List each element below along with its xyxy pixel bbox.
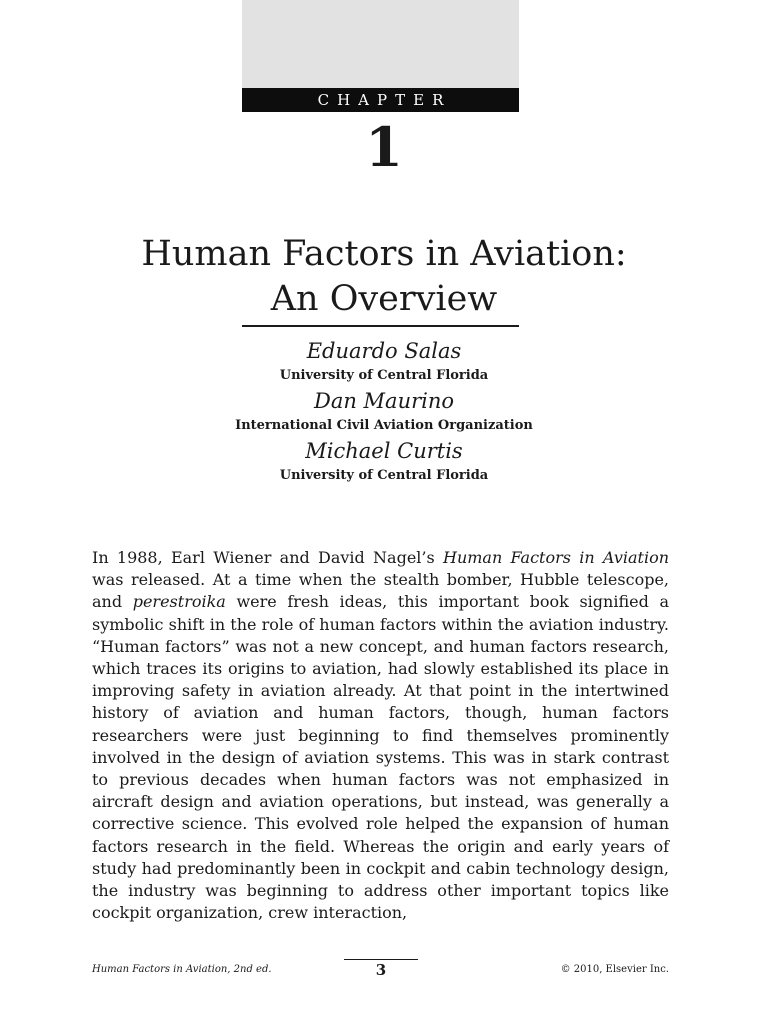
chapter-title [0, 232, 768, 322]
body-text-segment: In 1988, Earl Wiener and David Nagel’s [92, 548, 443, 567]
body-text-segment: were fresh ideas, this important book signified a symbolic shift in the role of human factors within the aviation industry. “Human factors” was not a new concept, and human factors research, which traces its origins to aviation, had slowly established its place in improving safety in aviation already. At that point in the intertwined history of aviation and human factors, though, human factors researchers were just beginning to find themselves prominently involved in the design of aviation systems. This was in stark contrast to previous decades when human factors was not emphasized in aircraft design and aviation operations, but instead, was generally a corrective science. This evolved role helped the expansion of human factors research in the field. Whereas the origin and early years of study had predominantly been in cockpit and cabin technology design, the industry was beginning to address other important topics like cockpit organization, crew interaction, [92, 592, 670, 923]
author-name: Dan Maurino [313, 389, 455, 413]
chapter-number: 1 [365, 115, 403, 179]
author-list [0, 336, 768, 486]
body-text-segment: was released. At a time when the stealth bomber, Hubble telescope, and [92, 570, 669, 612]
chapter-title-line-1: Human Factors in Aviation: [141, 234, 627, 274]
author-affiliation: University of Central Florida [279, 368, 489, 383]
footer-book-title: Human Factors in Aviation, 2nd ed. [92, 964, 272, 975]
body-paragraph [92, 547, 669, 924]
title-rule [242, 325, 519, 327]
footer-rule [344, 959, 418, 960]
chapter-header-box [242, 0, 519, 88]
author-affiliation: University of Central Florida [279, 468, 489, 483]
author-name: Michael Curtis [305, 439, 463, 463]
chapter-label: CHAPTER [242, 88, 519, 112]
author-affiliation: International Civil Aviation Organization [235, 418, 533, 433]
footer-copyright: © 2010, Elsevier Inc. [560, 964, 669, 975]
chapter-title-line-2: An Overview [270, 279, 498, 319]
book-title-italic: Human Factors in Aviation [442, 548, 670, 567]
perestroika-italic: perestroika [132, 592, 226, 612]
author-name: Eduardo Salas [306, 339, 462, 363]
page-number: 3 [375, 961, 387, 979]
